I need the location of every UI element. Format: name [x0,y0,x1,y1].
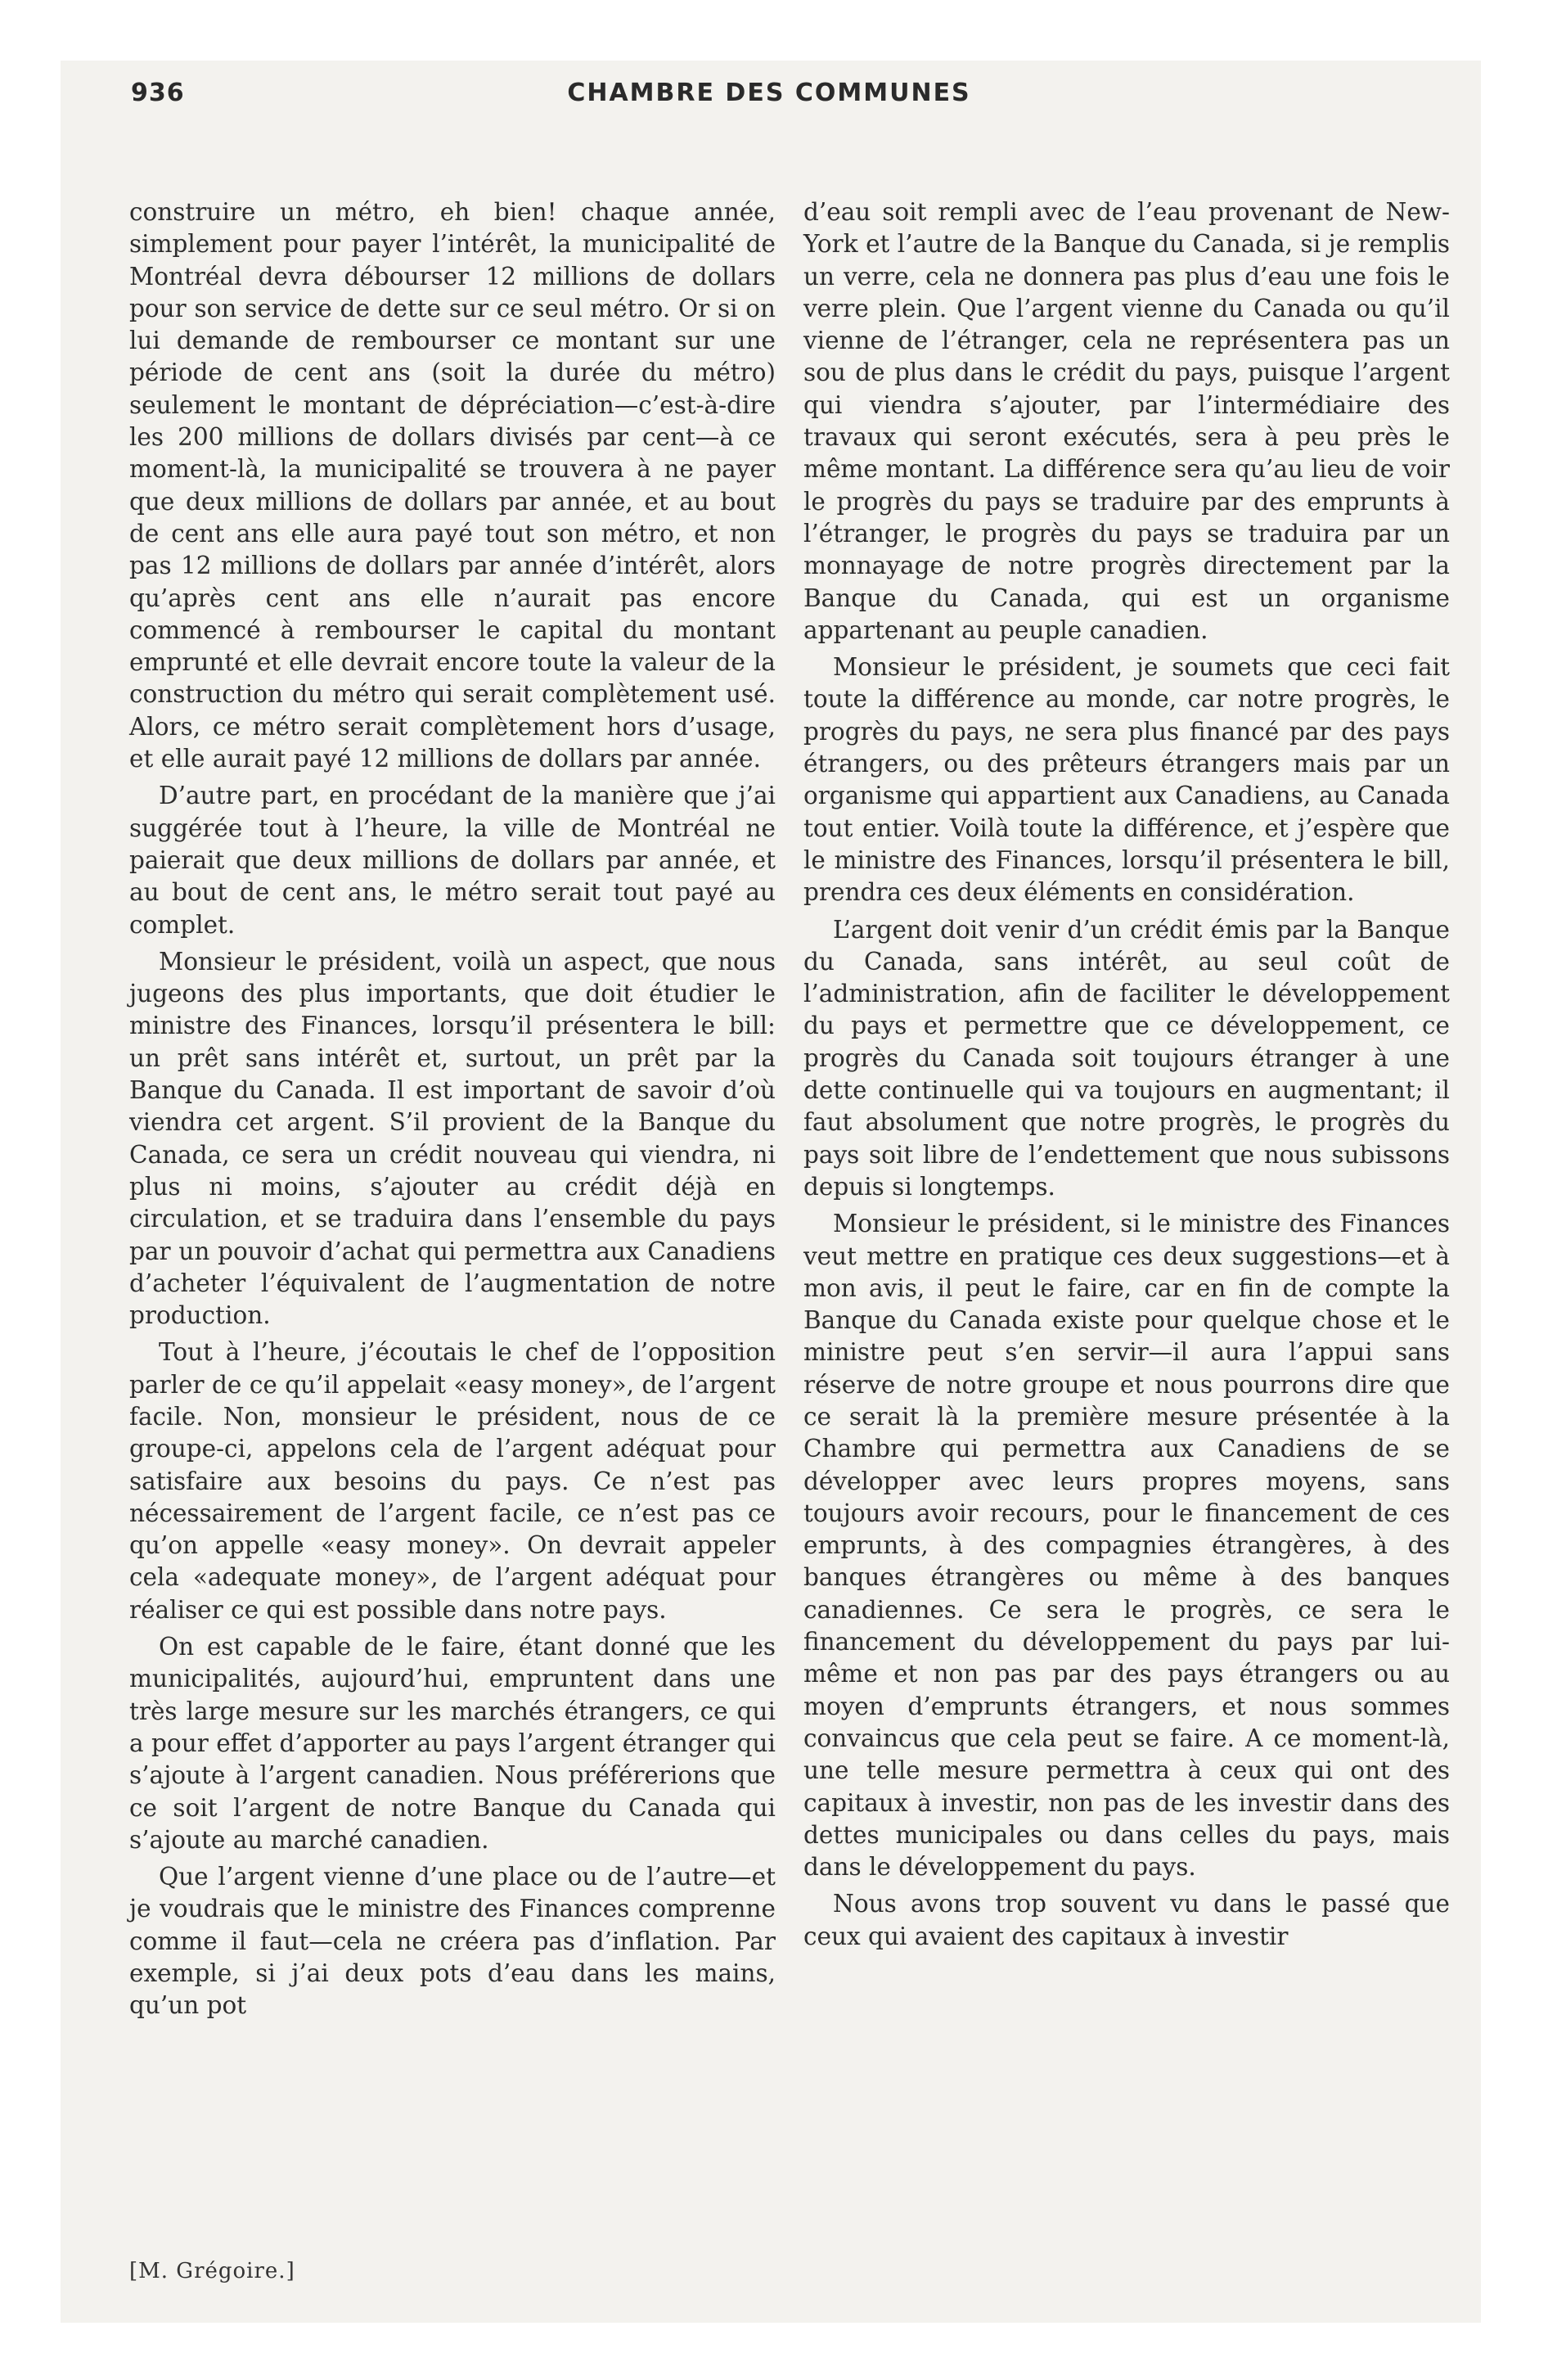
page-number: 936 [131,79,185,107]
paragraph: Nous avons trop souvent vu dans le passé que ceux qui avaient des capitaux à investir [803,1890,1450,1950]
right-column [803,196,1450,1953]
paragraph: Monsieur le président, je soumets que ceci fait toute la différence au monde, car notre progrès, le progrès du pays, ne sera plus financé par des pays étrangers, ou des prêteurs étrangers mais par un organisme qui appartient aux Canadiens, au Canada tout entier. Voilà toute la différence, et j’espère que le ministre des Finances, lorsqu’il présentera le bill, prendra ces deux éléments en considération. [803,653,1450,907]
paragraph: Que l’argent vienne d’une place ou de l’autre—et je voudrais que le ministre des Finances comprenne comme il faut—cela ne créera pas d’inflation. Par exemple, si j’ai deux pots d’eau dans les mains, qu’un pot [129,1863,776,2020]
paragraph: Monsieur le président, si le ministre des Finances veut mettre en pratique ces deux suggestions—et à mon avis, il peut le faire, car en fin de compte la Banque du Canada existe pour quelque chose et le ministre peut s’en servir—il aura l’appui sans réserve de notre groupe et nous pourrons dire que ce serait là la première mesure présentée à la Chambre qui permettra aux Canadiens de se développer avec leurs propres moyens, sans toujours avoir recours, pour le financement de ces emprunts, à des compagnies étrangères, à des banques étrangères ou même à des banques canadiennes. Ce sera le progrès, ce sera le financement du développement du pays par lui-même et non pas par des pays étrangers ou au moyen d’emprunts étrangers, et nous sommes convaincus que cela peut se faire. A ce moment-là, une telle mesure permettra à ceux qui ont des capitaux à investir, non pas de les investir dans des dettes municipales ou dans celles du pays, mais dans le développement du pays. [803,1210,1450,1882]
paragraph: L’argent doit venir d’un crédit émis par la Banque du Canada, sans intérêt, au seul coût de l’administration, afin de faciliter le développement du pays et permettre que ce développement, ce progrès du Canada soit toujours étranger à une dette continuelle qui va toujours en augmentant; il faut absolument que notre progrès, le progrès du pays soit libre de l’endettement que nous subissons depuis si longtemps. [803,915,1450,1201]
paragraph: Monsieur le président, voilà un aspect, que nous jugeons des plus importants, que doit étudier le ministre des Finances, lorsqu’il présentera le bill: un prêt sans intérêt et, surtout, un prêt par la Banque du Canada. Il est important de savoir d’où viendra cet argent. S’il provient de la Banque du Canada, ce sera un crédit nouveau qui viendra, ni plus ni moins, s’ajouter au crédit déjà en circulation, et se traduira dans l’ensemble du pays par un pouvoir d’achat qui permettra aux Canadiens d’acheter l’équivalent de l’augmentation de notre production. [129,947,776,1330]
paragraph: D’autre part, en procédant de la manière que j’ai suggérée tout à l’heure, la ville de Montréal ne paierait que deux millions de dollars par année, et au bout de cent ans, le métro serait tout payé au complet. [129,782,776,939]
paragraph: construire un métro, eh bien! chaque année, simplement pour payer l’intérêt, la municipalité de Montréal devra débourser 12 millions de dollars pour son service de dette sur ce seul métro. Or si on lui demande de rembourser ce montant sur une période de cent ans (soit la durée du métro) seulement le montant de dépréciation—c’est-à-dire les 200 millions de dollars divisés par cent—à ce moment-là, la municipalité se trouvera à ne payer que deux millions de dollars par année, et au bout de cent ans elle aura payé tout son métro, et non pas 12 millions de dollars par année d’intérêt, alors qu’après cent ans elle n’aurait pas encore commencé à rembourser le capital du montant emprunté et elle devrait encore toute la valeur de la construction du métro qui serait complètement usé. Alors, ce métro serait complètement hors d’usage, et elle aurait payé 12 millions de dollars par année. [129,198,776,773]
paragraph: On est capable de le faire, étant donné que les municipalités, aujourd’hui, empruntent dans une très large mesure sur les marchés étrangers, ce qui a pour effet d’apporter au pays l’argent étranger qui s’ajoute à l’argent canadien. Nous préférerions que ce soit l’argent de notre Banque du Canada qui s’ajoute au marché canadien. [129,1633,776,1854]
left-column [129,196,776,2022]
paragraph: Tout à l’heure, j’écoutais le chef de l’opposition parler de ce qu’il appelait «easy money», de l’argent facile. Non, monsieur le président, nous de ce groupe-ci, appelons cela de l’argent adéquat pour satisfaire aux besoins du pays. Ce n’est pas nécessairement de l’argent facile, ce n’est pas ce qu’on appelle «easy money». On devrait appeler cela «adequate money», de l’argent adéquat pour réaliser ce qui est possible dans notre pays. [129,1338,776,1624]
page-header [65,79,1473,128]
running-head: CHAMBRE DES COMMUNES [567,79,971,107]
paragraph: d’eau soit rempli avec de l’eau provenant de New-York et l’autre de la Banque du Canada, si je remplis un verre, cela ne donnera pas plus d’eau une fois le verre plein. Que l’argent vienne du Canada ou qu’il vienne de l’étranger, cela ne représentera pas un sou de plus dans le crédit du pays, puisque l’argent qui viendra s’ajouter, par l’intermédiaire des travaux qui seront exécutés, sera à peu près le même montant. La différence sera qu’au lieu de voir le progrès du pays se traduire par des emprunts à l’étranger, le progrès du pays se traduira par un monnayage de notre progrès directement par la Banque du Canada, qui est un organisme appartenant au peuple canadien. [803,198,1450,644]
speaker-attribution: [M. Grégoire.] [129,2259,295,2283]
